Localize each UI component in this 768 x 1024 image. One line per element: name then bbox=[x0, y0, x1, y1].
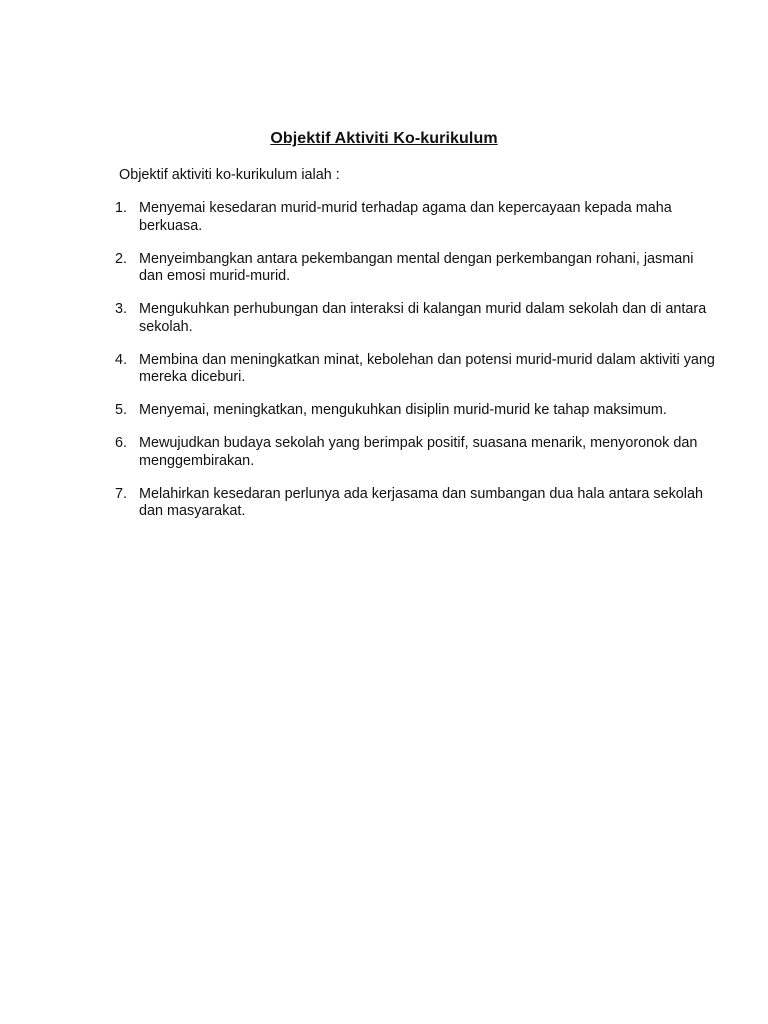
item-text: Mewujudkan budaya sekolah yang berimpak positif, suasana menarik, menyoronok dan menggembirakan. bbox=[139, 435, 698, 469]
item-text: Menyemai, meningkatkan, mengukuhkan disiplin murid-murid ke tahap maksimum. bbox=[139, 402, 667, 418]
item-text: Membina dan meningkatkan minat, kebolehan dan potensi murid-murid dalam aktiviti yang mereka diceburi. bbox=[139, 351, 715, 385]
item-text: Menyeimbangkan antara pekembangan mental dengan perkembangan rohani, jasmani dan emosi murid-murid. bbox=[139, 250, 694, 284]
item-text: Mengukuhkan perhubungan dan interaksi di kalangan murid dalam sekolah dan di antara sekolah. bbox=[139, 301, 707, 335]
item-number: 5. bbox=[115, 402, 128, 418]
list-item bbox=[0, 251, 768, 286]
list-item bbox=[0, 352, 768, 387]
list-item bbox=[0, 486, 768, 521]
item-text: Menyemai kesedaran murid-murid terhadap agama dan kepercayaan kepada maha berkuasa. bbox=[139, 200, 672, 234]
intro-text: Objektif aktiviti ko-kurikulum ialah : bbox=[119, 167, 340, 183]
objectives-list bbox=[0, 200, 768, 536]
list-item bbox=[0, 435, 768, 470]
item-number: 4. bbox=[115, 351, 128, 368]
item-number: 3. bbox=[115, 301, 128, 317]
item-number: 7. bbox=[115, 485, 128, 502]
document-title: Objektif Aktiviti Ko-kurikulum bbox=[270, 130, 498, 147]
list-item bbox=[0, 200, 768, 235]
item-number: 6. bbox=[115, 435, 128, 451]
list-item bbox=[0, 402, 768, 420]
item-text: Melahirkan kesedaran perlunya ada kerjasama dan sumbangan dua hala antara sekolah dan masyarakat. bbox=[139, 485, 704, 519]
item-number: 2. bbox=[115, 250, 128, 267]
item-number: 1. bbox=[115, 200, 128, 216]
list-item bbox=[0, 301, 768, 336]
